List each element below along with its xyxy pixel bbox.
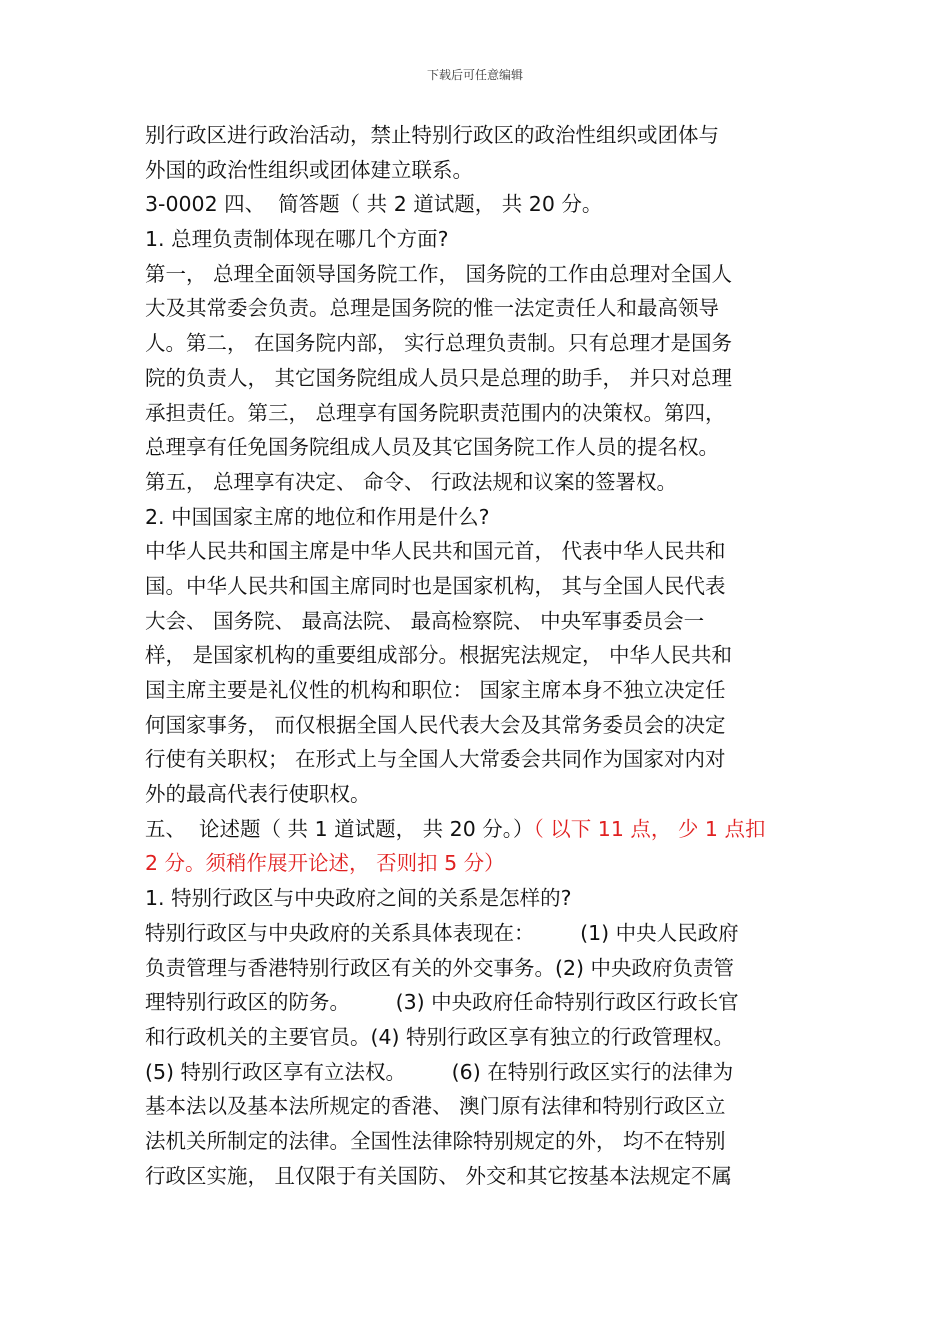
- text-line: 法机关所制定的法律。全国性法律除特别规定的外， 均不在特别: [145, 1128, 726, 1153]
- document-body: [145, 118, 810, 1193]
- section-5-note: （ 以下 11 点， 少 1 点扣: [533, 816, 766, 841]
- text-line: 外的最高代表行使职权。: [145, 782, 371, 807]
- text-line: 国主席主要是礼仪性的机构和职位： 国家主席本身不独立决定任: [145, 678, 726, 702]
- section-5-note-continued: 2 分。须稍作展开论述， 否则扣 5 分）: [145, 851, 505, 876]
- text-line: 基本法以及基本法所规定的香港、 澳门原有法律和特别行政区立: [145, 1094, 726, 1119]
- text-line: 行政区实施， 且仅限于有关国防、 外交和其它按基本法规定不属: [145, 1163, 733, 1188]
- text-line: 中华人民共和国主席是中华人民共和国元首， 代表中华人民共和: [145, 539, 726, 564]
- text-line: 负责管理与香港特别行政区有关的外交事务。(2) 中央政府负责管: [145, 955, 735, 980]
- text-line: 第一， 总理全面领导国务院工作， 国务院的工作由总理对全国人: [145, 261, 733, 286]
- text-line: 人。第二， 在国务院内部， 实行总理负责制。只有总理才是国务: [145, 331, 733, 356]
- text-line: 外国的政治性组织或团体建立联系。: [145, 157, 473, 182]
- text-line: 理特别行政区的防务。 (3) 中央政府任命特别行政区行政长官: [145, 990, 739, 1015]
- text-line: 院的负责人， 其它国务院组成人员只是总理的助手， 并只对总理: [145, 365, 733, 390]
- text-line: 大及其常委会负责。总理是国务院的惟一法定责任人和最高领导: [145, 296, 719, 321]
- section-5-title: 五、 论述题（ 共 1 道试题， 共 20 分。）: [145, 816, 534, 841]
- section-4-heading: 3-0002 四、 简答题（ 共 2 道试题， 共 20 分。: [145, 192, 603, 217]
- page-header: 下载后可任意编辑: [426, 68, 523, 82]
- text-line: 国。中华人民共和国主席同时也是国家机构， 其与全国人民代表: [145, 573, 726, 598]
- question-heading: 1. 特别行政区与中央政府之间的关系是怎样的?: [145, 886, 572, 911]
- text-line: 特别行政区与中央政府的关系具体表现在： (1) 中央人民政府: [145, 920, 739, 945]
- text-line: 承担责任。第三， 总理享有国务院职责范围内的决策权。第四，: [145, 400, 726, 425]
- text-line: 第五， 总理享有决定、 命令、 行政法规和议案的签署权。: [145, 469, 678, 494]
- text-line: 总理享有任免国务院组成人员及其它国务院工作人员的提名权。: [145, 435, 719, 460]
- text-line: 行使有关职权； 在形式上与全国人大常委会共同作为国家对内对: [145, 747, 726, 772]
- text-line: (5) 特别行政区享有立法权。 (6) 在特别行政区实行的法律为: [145, 1059, 734, 1084]
- text-line: 别行政区进行政治活动，禁止特别行政区的政治性组织或团体与: [145, 123, 719, 147]
- text-line: 大会、 国务院、 最高法院、 最高检察院、 中央军事委员会一: [145, 608, 705, 633]
- text-line: 样， 是国家机构的重要组成部分。根据宪法规定， 中华人民共和: [145, 643, 733, 668]
- question-1-heading: 1. 总理负责制体现在哪几个方面?: [145, 227, 449, 252]
- section-5-heading: [145, 812, 810, 847]
- text-line: 和行政机关的主要官员。(4) 特别行政区享有独立的行政管理权。: [145, 1024, 735, 1049]
- text-line: 何国家事务， 而仅根据全国人民代表大会及其常务委员会的决定: [145, 712, 726, 737]
- question-2-heading: 2. 中国国家主席的地位和作用是什么?: [145, 504, 490, 529]
